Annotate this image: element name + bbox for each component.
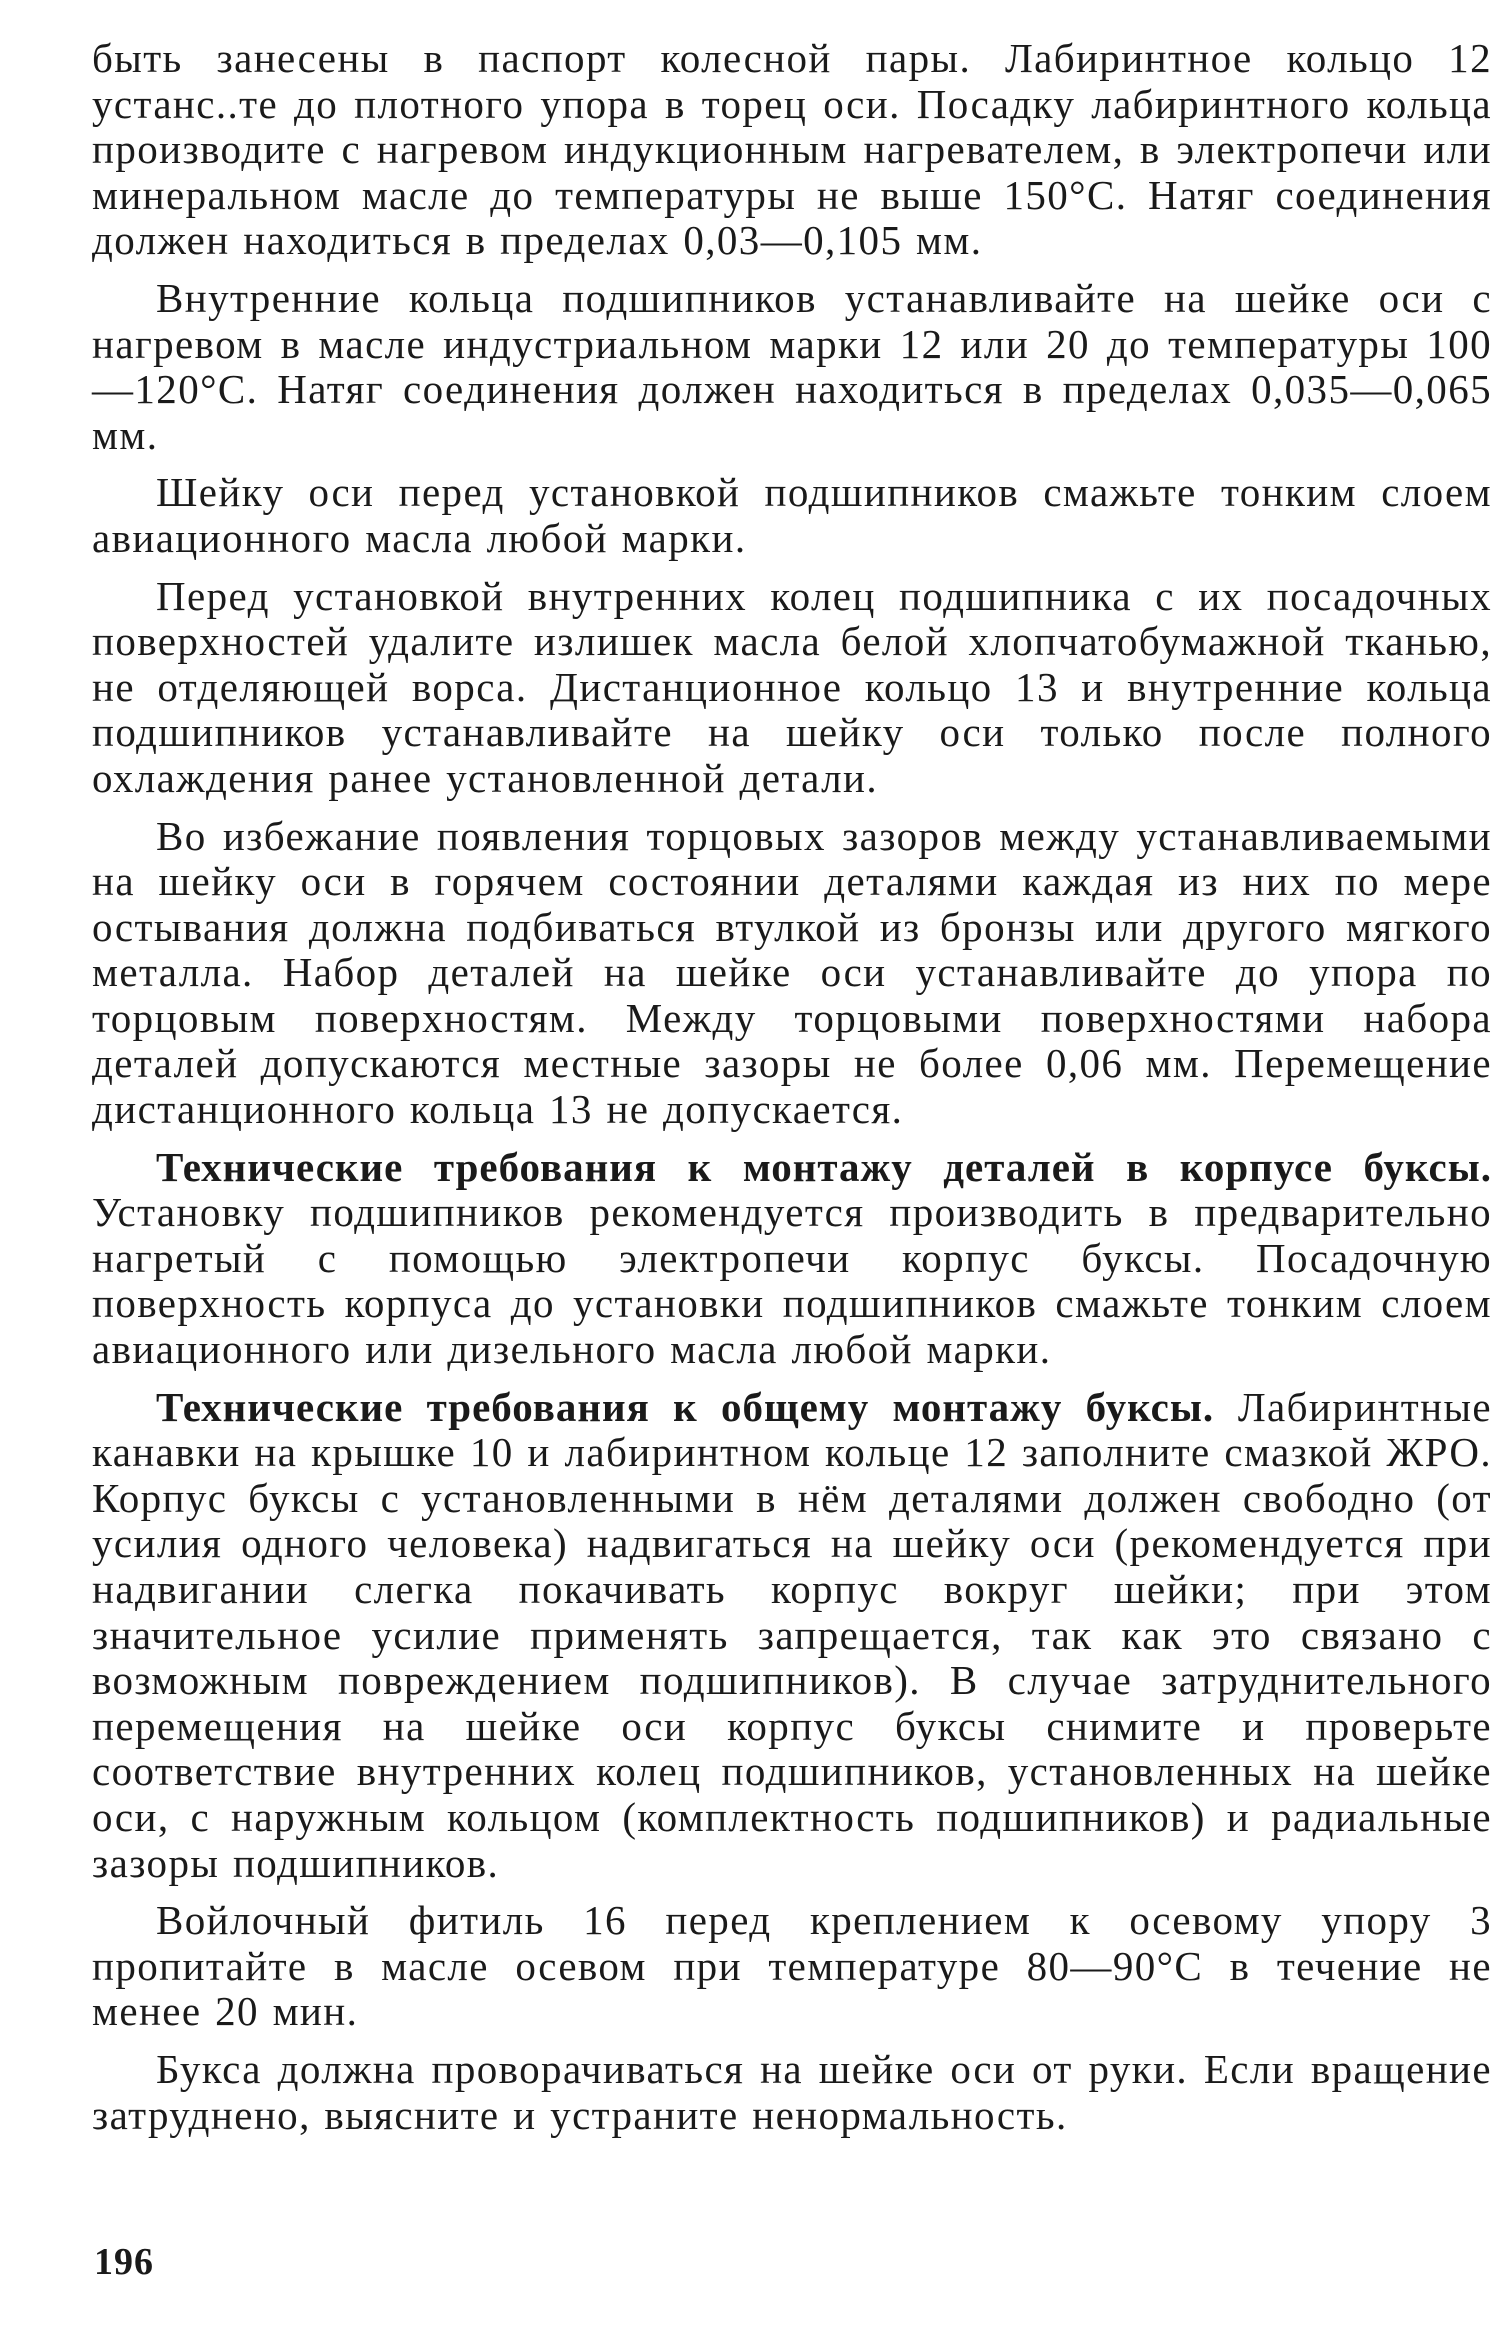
paragraph-9 bbox=[92, 2047, 1492, 2138]
paragraph-1-text: быть занесены в паспорт колесной пары. Лабиринтное кольцо 12 устанс..те до плотного упора в торец оси. Посадку лабиринтного кольца производите с нагревом индукционным нагревателем, в электропечи или минеральном масле до температуры не выше 150°С. Натяг соединения должен находиться в пределах 0,03—0,105 мм. bbox=[92, 35, 1492, 264]
document-page bbox=[92, 36, 1492, 2150]
paragraph-2 bbox=[92, 276, 1492, 458]
paragraph-3 bbox=[92, 470, 1492, 561]
paragraph-5-text: Во избежание появления торцовых зазоров между устанавливаемыми на шейку оси в горячем состоянии деталями каждая из них по мере остывания должна подбиваться втулкой из бронзы или другого мягкого металла. Набор деталей на шейке оси устанавливайте до упора по торцовым поверхностям. Между торцовыми поверхностями набора деталей допускаются местные зазоры не более 0,06 мм. Перемещение дистанционного кольца 13 не допускается. bbox=[92, 812, 1492, 1133]
page-number: 196 bbox=[94, 2241, 154, 2283]
paragraph-7 bbox=[92, 1385, 1492, 1887]
paragraph-8 bbox=[92, 1898, 1492, 2035]
paragraph-4 bbox=[92, 574, 1492, 802]
paragraph-8-text: Войлочный фитиль 16 перед креплением к осевому упору 3 пропитайте в масле осевом при температуре 80—90°С в течение не менее 20 мин. bbox=[92, 1897, 1492, 2035]
paragraph-1 bbox=[92, 36, 1492, 264]
paragraph-2-text: Внутренние кольца подшипников устанавливайте на шейке оси с нагревом в масле индустриальном марки 12 или 20 до температуры 100—120°С. Натяг соединения должен находиться в пределах 0,035—0,065 мм. bbox=[92, 274, 1492, 458]
paragraph-5 bbox=[92, 814, 1492, 1133]
paragraph-7-heading: Технические требования к общему монтажу буксы. bbox=[156, 1383, 1215, 1430]
paragraph-6-text: Установку подшипников рекомендуется производить в предварительно нагретый с помощью электропечи корпус буксы. Посадочную поверхность корпуса до установки подшипников смажьте тонким слоем авиационного или дизельного масла любой марки. bbox=[92, 1189, 1492, 1373]
paragraph-7-text: Лабиринтные канавки на крышке 10 и лабиринтном кольце 12 заполните смазкой ЖРО. Корпус буксы с установленными в нём деталями должен свободно (от усилия одного человека) надвигаться на шейку оси (рекомендуется при надвигании слегка покачивать корпус вокруг шейки; при этом значительное усилие применять запрещается, так как это связано с возможным повреждением подшипников). В случае затруднительного перемещения на шейке оси корпус буксы снимите и проверьте соответствие внутренних колец подшипников, установленных на шейке оси, с наружным кольцом (комплектность подшипников) и радиальные зазоры подшипников. bbox=[92, 1383, 1493, 1886]
paragraph-6 bbox=[92, 1145, 1492, 1373]
paragraph-3-text: Шейку оси перед установкой подшипников смажьте тонким слоем авиационного масла любой марки. bbox=[92, 469, 1492, 561]
paragraph-4-text: Перед установкой внутренних колец подшипника с их посадочных поверхностей удалите излишек масла белой хлопчатобумажной тканью, не отделяющей ворса. Дистанционное кольцо 13 и внутренние кольца подшипников устанавливайте на шейку оси только после полного охлаждения ранее установленной детали. bbox=[92, 572, 1492, 801]
paragraph-6-heading: Технические требования к монтажу деталей в корпусе буксы. bbox=[156, 1143, 1492, 1190]
paragraph-9-text: Букса должна проворачиваться на шейке оси от руки. Если вращение затруднено, выясните и устраните ненормальность. bbox=[92, 2045, 1492, 2138]
